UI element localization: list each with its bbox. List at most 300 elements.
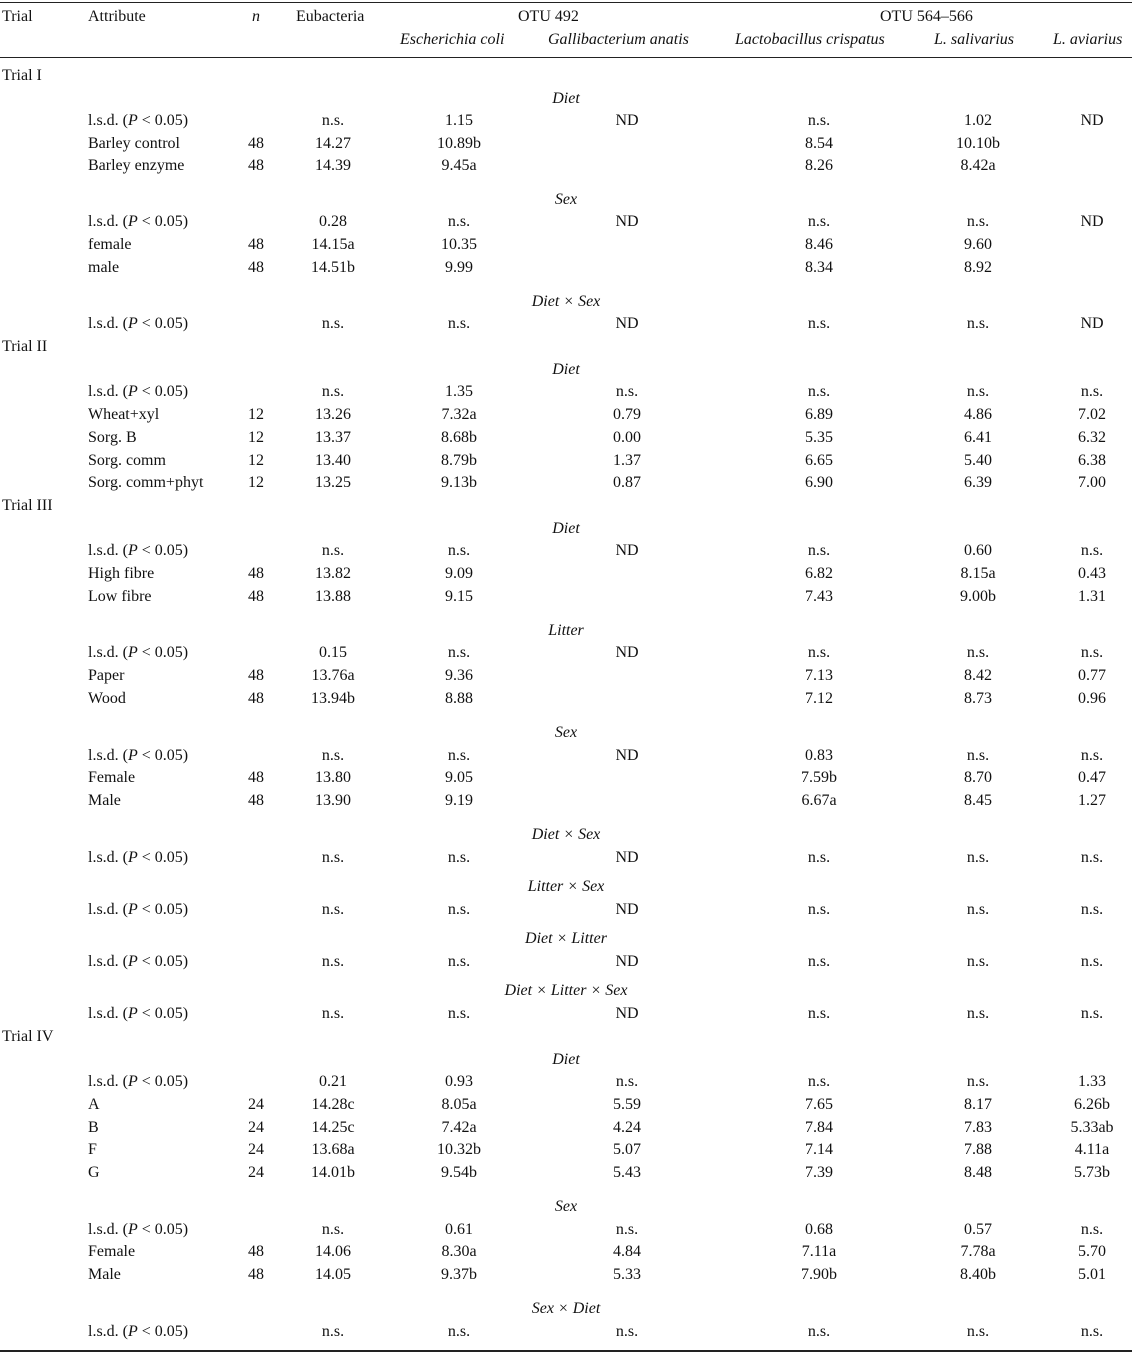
- attribute-label: male: [88, 259, 120, 276]
- lsd-label-p: P: [128, 315, 138, 332]
- cell-l-salivarius: n.s.: [966, 849, 990, 866]
- cell-eubacteria: 14.01b: [311, 1164, 355, 1181]
- lsd-label: [88, 849, 188, 867]
- lsd-label-suffix: < 0.05): [137, 383, 189, 400]
- attribute-label: Barley control: [88, 135, 180, 152]
- cell-e-coli: 9.15: [445, 588, 473, 605]
- cell-l-salivarius: 8.15a: [960, 565, 996, 582]
- cell-e-coli: 9.45a: [441, 157, 477, 174]
- cell-l-salivarius: 1.02: [964, 112, 992, 129]
- n-value: 48: [248, 667, 264, 684]
- cell-e-coli: 10.35: [441, 236, 477, 253]
- lsd-label-prefix: l.s.d. (: [88, 315, 128, 332]
- n-value: 48: [248, 157, 264, 174]
- lsd-label-p: P: [128, 1073, 138, 1090]
- cell-g-anatis: 5.07: [613, 1141, 641, 1158]
- lsd-label-suffix: < 0.05): [137, 747, 189, 764]
- cell-e-coli: 9.13b: [441, 474, 477, 491]
- cell-l-aviarius: 7.00: [1078, 474, 1106, 491]
- cell-eubacteria: 14.51b: [311, 259, 355, 276]
- cell-e-coli: 8.30a: [441, 1243, 477, 1260]
- trial-label: Trial I: [2, 67, 42, 84]
- cell-e-coli: 7.32a: [441, 406, 477, 423]
- lsd-label-p: P: [128, 644, 138, 661]
- cell-e-coli: 7.42a: [441, 1119, 477, 1136]
- lsd-label-prefix: l.s.d. (: [88, 644, 128, 661]
- cell-l-aviarius: 6.38: [1078, 452, 1106, 469]
- cell-l-aviarius: n.s.: [1080, 901, 1104, 918]
- lsd-label-prefix: l.s.d. (: [88, 849, 128, 866]
- n-value: 12: [248, 406, 264, 423]
- lsd-label-prefix: l.s.d. (: [88, 213, 128, 230]
- header-l-crispatus: Lactobacillus crispatus: [735, 31, 885, 48]
- cell-g-anatis: 0.87: [613, 474, 641, 491]
- cell-g-anatis: ND: [615, 112, 639, 129]
- n-value: 48: [248, 588, 264, 605]
- factor-heading: Litter × Sex: [527, 878, 605, 895]
- lsd-label-prefix: l.s.d. (: [88, 383, 128, 400]
- cell-eubacteria: 14.39: [315, 157, 351, 174]
- cell-l-crispatus: 8.34: [805, 259, 833, 276]
- cell-g-anatis: n.s.: [615, 1073, 639, 1090]
- cell-g-anatis: 5.33: [613, 1266, 641, 1283]
- cell-e-coli: 0.93: [445, 1073, 473, 1090]
- cell-l-aviarius: 0.47: [1078, 769, 1106, 786]
- header-l-salivarius: L. salivarius: [934, 31, 1015, 48]
- table-bottom-rule: [0, 1350, 1132, 1352]
- cell-l-salivarius: 8.92: [964, 259, 992, 276]
- n-value: 24: [248, 1141, 264, 1158]
- attribute-label: Male: [88, 1266, 121, 1283]
- cell-l-salivarius: 6.41: [964, 429, 992, 446]
- cell-g-anatis: 4.24: [613, 1119, 641, 1136]
- cell-l-aviarius: n.s.: [1080, 1221, 1104, 1238]
- cell-eubacteria: 13.88: [315, 588, 351, 605]
- trial-label: Trial III: [2, 497, 53, 514]
- attribute-label: Wheat+xyl: [88, 406, 160, 423]
- cell-l-salivarius: 7.78a: [960, 1243, 996, 1260]
- cell-e-coli: n.s.: [447, 849, 471, 866]
- cell-e-coli: n.s.: [447, 901, 471, 918]
- cell-l-crispatus: n.s.: [807, 1323, 831, 1340]
- header-e-coli: Escherichia coli: [400, 31, 505, 48]
- cell-l-crispatus: 0.68: [805, 1221, 833, 1238]
- lsd-label-p: P: [128, 1005, 138, 1022]
- lsd-label-suffix: < 0.05): [137, 1073, 189, 1090]
- n-value: 48: [248, 1243, 264, 1260]
- factor-heading: Sex: [554, 724, 578, 741]
- cell-eubacteria: 14.25c: [311, 1119, 355, 1136]
- cell-l-salivarius: 10.10b: [956, 135, 1000, 152]
- factor-heading: Sex: [554, 191, 578, 208]
- attribute-label: Sorg. comm: [88, 452, 166, 469]
- attribute-label: Barley enzyme: [88, 157, 185, 174]
- lsd-label-suffix: < 0.05): [137, 953, 189, 970]
- lsd-label-prefix: l.s.d. (: [88, 953, 128, 970]
- factor-heading: Diet × Sex: [531, 293, 601, 310]
- cell-l-salivarius: 9.60: [964, 236, 992, 253]
- cell-l-salivarius: n.s.: [966, 1323, 990, 1340]
- cell-l-crispatus: 8.46: [805, 236, 833, 253]
- cell-l-crispatus: 7.43: [805, 588, 833, 605]
- trial-label: Trial II: [2, 338, 48, 355]
- lsd-label: [88, 1005, 188, 1023]
- cell-eubacteria: 14.06: [315, 1243, 351, 1260]
- lsd-label-prefix: l.s.d. (: [88, 1005, 128, 1022]
- cell-l-aviarius: n.s.: [1080, 849, 1104, 866]
- cell-eubacteria: 13.25: [315, 474, 351, 491]
- cell-eubacteria: 13.76a: [311, 667, 355, 684]
- cell-g-anatis: n.s.: [615, 1221, 639, 1238]
- cell-eubacteria: 13.26: [315, 406, 351, 423]
- lsd-label-p: P: [128, 953, 138, 970]
- cell-l-salivarius: 9.00b: [960, 588, 996, 605]
- lsd-label: [88, 383, 188, 401]
- lsd-label-p: P: [128, 901, 138, 918]
- lsd-label-prefix: l.s.d. (: [88, 1073, 128, 1090]
- lsd-label: [88, 542, 188, 560]
- factor-heading: Diet: [552, 361, 580, 378]
- cell-l-aviarius: n.s.: [1080, 953, 1104, 970]
- lsd-label-p: P: [128, 112, 138, 129]
- cell-l-crispatus: n.s.: [807, 953, 831, 970]
- cell-eubacteria: n.s.: [321, 1221, 345, 1238]
- lsd-label-suffix: < 0.05): [137, 1005, 189, 1022]
- attribute-label: F: [88, 1141, 97, 1158]
- cell-g-anatis: 5.43: [613, 1164, 641, 1181]
- lsd-label-p: P: [128, 542, 138, 559]
- cell-l-salivarius: n.s.: [966, 1005, 990, 1022]
- lsd-label-suffix: < 0.05): [137, 213, 189, 230]
- header-n: n: [252, 8, 260, 25]
- header-trial: Trial: [2, 8, 33, 25]
- lsd-label: [88, 1323, 188, 1341]
- cell-eubacteria: 14.28c: [311, 1096, 355, 1113]
- cell-l-crispatus: 7.59b: [801, 769, 837, 786]
- cell-l-crispatus: 6.90: [805, 474, 833, 491]
- cell-l-aviarius: 0.96: [1078, 690, 1106, 707]
- n-value: 24: [248, 1119, 264, 1136]
- cell-l-aviarius: 1.33: [1078, 1073, 1106, 1090]
- n-value: 48: [248, 792, 264, 809]
- cell-e-coli: n.s.: [447, 747, 471, 764]
- cell-l-salivarius: 8.42a: [960, 157, 996, 174]
- cell-eubacteria: n.s.: [321, 542, 345, 559]
- cell-l-crispatus: 5.35: [805, 429, 833, 446]
- cell-l-crispatus: 7.90b: [801, 1266, 837, 1283]
- attribute-label: A: [88, 1096, 100, 1113]
- cell-g-anatis: ND: [615, 849, 639, 866]
- attribute-label: Sorg. comm+phyt: [88, 474, 204, 491]
- cell-l-aviarius: 6.26b: [1074, 1096, 1110, 1113]
- cell-l-salivarius: 6.39: [964, 474, 992, 491]
- cell-e-coli: 9.99: [445, 259, 473, 276]
- lsd-label-prefix: l.s.d. (: [88, 542, 128, 559]
- cell-eubacteria: 13.94b: [311, 690, 355, 707]
- factor-heading: Diet: [552, 520, 580, 537]
- cell-l-salivarius: n.s.: [966, 644, 990, 661]
- cell-eubacteria: n.s.: [321, 315, 345, 332]
- cell-e-coli: 0.61: [445, 1221, 473, 1238]
- cell-l-crispatus: 6.89: [805, 406, 833, 423]
- cell-l-salivarius: n.s.: [966, 953, 990, 970]
- cell-e-coli: n.s.: [447, 542, 471, 559]
- cell-e-coli: 8.05a: [441, 1096, 477, 1113]
- cell-eubacteria: 13.82: [315, 565, 351, 582]
- lsd-label-suffix: < 0.05): [137, 112, 189, 129]
- cell-l-salivarius: 0.60: [964, 542, 992, 559]
- factor-heading: Sex × Diet: [531, 1300, 601, 1317]
- cell-e-coli: n.s.: [447, 1005, 471, 1022]
- cell-l-crispatus: 7.14: [805, 1141, 833, 1158]
- cell-l-crispatus: 7.65: [805, 1096, 833, 1113]
- attribute-label: Low fibre: [88, 588, 152, 605]
- attribute-label: Male: [88, 792, 121, 809]
- cell-l-crispatus: 7.13: [805, 667, 833, 684]
- cell-l-salivarius: 8.70: [964, 769, 992, 786]
- cell-l-aviarius: 0.43: [1078, 565, 1106, 582]
- factor-heading: Diet × Sex: [531, 826, 601, 843]
- lsd-label-p: P: [128, 849, 138, 866]
- cell-eubacteria: n.s.: [321, 953, 345, 970]
- cell-l-crispatus: n.s.: [807, 213, 831, 230]
- lsd-label-prefix: l.s.d. (: [88, 1221, 128, 1238]
- cell-l-aviarius: n.s.: [1080, 383, 1104, 400]
- cell-l-salivarius: 8.42: [964, 667, 992, 684]
- cell-l-aviarius: n.s.: [1080, 1323, 1104, 1340]
- cell-eubacteria: 0.21: [319, 1073, 347, 1090]
- n-value: 48: [248, 769, 264, 786]
- lsd-label-suffix: < 0.05): [137, 1323, 189, 1340]
- header-attribute: Attribute: [88, 8, 146, 25]
- lsd-label-p: P: [128, 1323, 138, 1340]
- cell-l-aviarius: ND: [1080, 112, 1104, 129]
- lsd-label-suffix: < 0.05): [137, 849, 189, 866]
- attribute-label: G: [88, 1164, 100, 1181]
- cell-e-coli: 9.19: [445, 792, 473, 809]
- header-eubacteria: Eubacteria: [296, 8, 365, 25]
- cell-eubacteria: 14.15a: [311, 236, 355, 253]
- attribute-label: High fibre: [88, 565, 155, 582]
- cell-l-crispatus: 8.26: [805, 157, 833, 174]
- lsd-label-suffix: < 0.05): [137, 542, 189, 559]
- cell-eubacteria: 0.28: [319, 213, 347, 230]
- n-value: 48: [248, 565, 264, 582]
- cell-l-crispatus: n.s.: [807, 383, 831, 400]
- cell-l-crispatus: 6.82: [805, 565, 833, 582]
- cell-l-crispatus: n.s.: [807, 644, 831, 661]
- cell-l-crispatus: n.s.: [807, 542, 831, 559]
- cell-l-salivarius: 0.57: [964, 1221, 992, 1238]
- cell-l-crispatus: n.s.: [807, 1073, 831, 1090]
- cell-g-anatis: ND: [615, 953, 639, 970]
- attribute-label: Female: [88, 1243, 136, 1260]
- header-otu-492: OTU 492: [518, 8, 579, 25]
- cell-l-aviarius: 5.70: [1078, 1243, 1106, 1260]
- cell-e-coli: n.s.: [447, 1323, 471, 1340]
- factor-heading: Diet × Litter: [525, 930, 607, 947]
- n-value: 24: [248, 1096, 264, 1113]
- cell-g-anatis: n.s.: [615, 383, 639, 400]
- cell-l-crispatus: 7.84: [805, 1119, 833, 1136]
- cell-g-anatis: n.s.: [615, 1323, 639, 1340]
- n-value: 24: [248, 1164, 264, 1181]
- cell-l-salivarius: 5.40: [964, 452, 992, 469]
- cell-e-coli: 9.09: [445, 565, 473, 582]
- attribute-label: Paper: [88, 667, 125, 684]
- trial-label: Trial IV: [2, 1028, 54, 1045]
- cell-l-crispatus: n.s.: [807, 901, 831, 918]
- factor-heading: Diet: [552, 1051, 580, 1068]
- lsd-label-suffix: < 0.05): [137, 1221, 189, 1238]
- cell-l-salivarius: 7.88: [964, 1141, 992, 1158]
- header-l-aviarius: L. aviarius: [1053, 31, 1123, 48]
- cell-l-crispatus: 6.65: [805, 452, 833, 469]
- cell-e-coli: n.s.: [447, 315, 471, 332]
- cell-g-anatis: ND: [615, 644, 639, 661]
- n-value: 48: [248, 690, 264, 707]
- lsd-label-prefix: l.s.d. (: [88, 747, 128, 764]
- cell-l-aviarius: n.s.: [1080, 542, 1104, 559]
- cell-l-salivarius: 8.17: [964, 1096, 992, 1113]
- attribute-label: female: [88, 236, 132, 253]
- cell-e-coli: 9.54b: [441, 1164, 477, 1181]
- lsd-label: [88, 1221, 188, 1239]
- cell-e-coli: 1.35: [445, 383, 473, 400]
- cell-l-salivarius: 7.83: [964, 1119, 992, 1136]
- cell-eubacteria: n.s.: [321, 901, 345, 918]
- cell-e-coli: 1.15: [445, 112, 473, 129]
- lsd-label-suffix: < 0.05): [137, 644, 189, 661]
- n-value: 48: [248, 259, 264, 276]
- cell-l-aviarius: n.s.: [1080, 747, 1104, 764]
- factor-heading: Sex: [554, 1198, 578, 1215]
- cell-eubacteria: n.s.: [321, 1323, 345, 1340]
- cell-l-salivarius: 8.48: [964, 1164, 992, 1181]
- attribute-label: Wood: [88, 690, 126, 707]
- cell-l-salivarius: n.s.: [966, 1073, 990, 1090]
- attribute-label: B: [88, 1119, 99, 1136]
- header-g-anatis: Gallibacterium anatis: [548, 31, 689, 48]
- cell-l-crispatus: n.s.: [807, 112, 831, 129]
- cell-l-salivarius: n.s.: [966, 315, 990, 332]
- lsd-label-suffix: < 0.05): [137, 315, 189, 332]
- cell-eubacteria: n.s.: [321, 1005, 345, 1022]
- cell-g-anatis: 0.00: [613, 429, 641, 446]
- cell-eubacteria: n.s.: [321, 747, 345, 764]
- cell-g-anatis: ND: [615, 213, 639, 230]
- cell-l-salivarius: n.s.: [966, 901, 990, 918]
- lsd-label: [88, 747, 188, 765]
- cell-eubacteria: 0.15: [319, 644, 347, 661]
- lsd-label-p: P: [128, 383, 138, 400]
- cell-l-aviarius: 5.73b: [1074, 1164, 1110, 1181]
- cell-eubacteria: 13.90: [315, 792, 351, 809]
- cell-g-anatis: 5.59: [613, 1096, 641, 1113]
- cell-g-anatis: 1.37: [613, 452, 641, 469]
- cell-g-anatis: ND: [615, 901, 639, 918]
- factor-heading: Diet: [552, 90, 580, 107]
- cell-g-anatis: ND: [615, 1005, 639, 1022]
- cell-l-crispatus: 7.39: [805, 1164, 833, 1181]
- cell-l-salivarius: 8.73: [964, 690, 992, 707]
- cell-g-anatis: ND: [615, 315, 639, 332]
- factor-heading: Litter: [548, 622, 584, 639]
- n-value: 12: [248, 429, 264, 446]
- cell-l-aviarius: 5.33ab: [1070, 1119, 1114, 1136]
- lsd-label: [88, 1073, 188, 1091]
- lsd-label-prefix: l.s.d. (: [88, 901, 128, 918]
- cell-g-anatis: ND: [615, 542, 639, 559]
- lsd-label: [88, 112, 188, 130]
- cell-eubacteria: 13.68a: [311, 1141, 355, 1158]
- cell-l-aviarius: n.s.: [1080, 644, 1104, 661]
- cell-eubacteria: 13.80: [315, 769, 351, 786]
- cell-l-salivarius: 4.86: [964, 406, 992, 423]
- cell-l-aviarius: 4.11a: [1074, 1141, 1110, 1158]
- cell-l-crispatus: n.s.: [807, 315, 831, 332]
- cell-l-aviarius: 6.32: [1078, 429, 1106, 446]
- cell-eubacteria: 14.27: [315, 135, 351, 152]
- lsd-label: [88, 644, 188, 662]
- cell-e-coli: 8.88: [445, 690, 473, 707]
- lsd-label-p: P: [128, 213, 138, 230]
- n-value: 12: [248, 452, 264, 469]
- cell-l-aviarius: 0.77: [1078, 667, 1106, 684]
- lsd-label-p: P: [128, 1221, 138, 1238]
- cell-e-coli: n.s.: [447, 953, 471, 970]
- cell-l-crispatus: 6.67a: [801, 792, 837, 809]
- cell-l-aviarius: 1.27: [1078, 792, 1106, 809]
- cell-l-crispatus: 7.12: [805, 690, 833, 707]
- cell-e-coli: 8.68b: [441, 429, 477, 446]
- cell-g-anatis: 4.84: [613, 1243, 641, 1260]
- cell-l-salivarius: n.s.: [966, 213, 990, 230]
- cell-l-aviarius: ND: [1080, 213, 1104, 230]
- cell-l-crispatus: n.s.: [807, 1005, 831, 1022]
- cell-l-aviarius: ND: [1080, 315, 1104, 332]
- n-value: 48: [248, 135, 264, 152]
- cell-eubacteria: 14.05: [315, 1266, 351, 1283]
- cell-eubacteria: 13.37: [315, 429, 351, 446]
- cell-l-aviarius: 1.31: [1078, 588, 1106, 605]
- lsd-label: [88, 213, 188, 231]
- cell-e-coli: 9.05: [445, 769, 473, 786]
- lsd-label: [88, 901, 188, 919]
- cell-l-salivarius: n.s.: [966, 747, 990, 764]
- cell-eubacteria: n.s.: [321, 112, 345, 129]
- cell-e-coli: 9.36: [445, 667, 473, 684]
- n-value: 48: [248, 1266, 264, 1283]
- cell-e-coli: n.s.: [447, 213, 471, 230]
- cell-eubacteria: n.s.: [321, 383, 345, 400]
- cell-l-crispatus: n.s.: [807, 849, 831, 866]
- lsd-label-p: P: [128, 747, 138, 764]
- n-value: 12: [248, 474, 264, 491]
- factor-heading: Diet × Litter × Sex: [504, 982, 628, 999]
- header-otu-564-566: OTU 564–566: [880, 8, 973, 25]
- cell-l-salivarius: 8.45: [964, 792, 992, 809]
- lsd-label: [88, 953, 188, 971]
- attribute-label: Sorg. B: [88, 429, 137, 446]
- cell-eubacteria: 13.40: [315, 452, 351, 469]
- lsd-label-prefix: l.s.d. (: [88, 1323, 128, 1340]
- cell-g-anatis: ND: [615, 747, 639, 764]
- lsd-label: [88, 315, 188, 333]
- lsd-label-prefix: l.s.d. (: [88, 112, 128, 129]
- cell-l-crispatus: 8.54: [805, 135, 833, 152]
- cell-l-salivarius: 8.40b: [960, 1266, 996, 1283]
